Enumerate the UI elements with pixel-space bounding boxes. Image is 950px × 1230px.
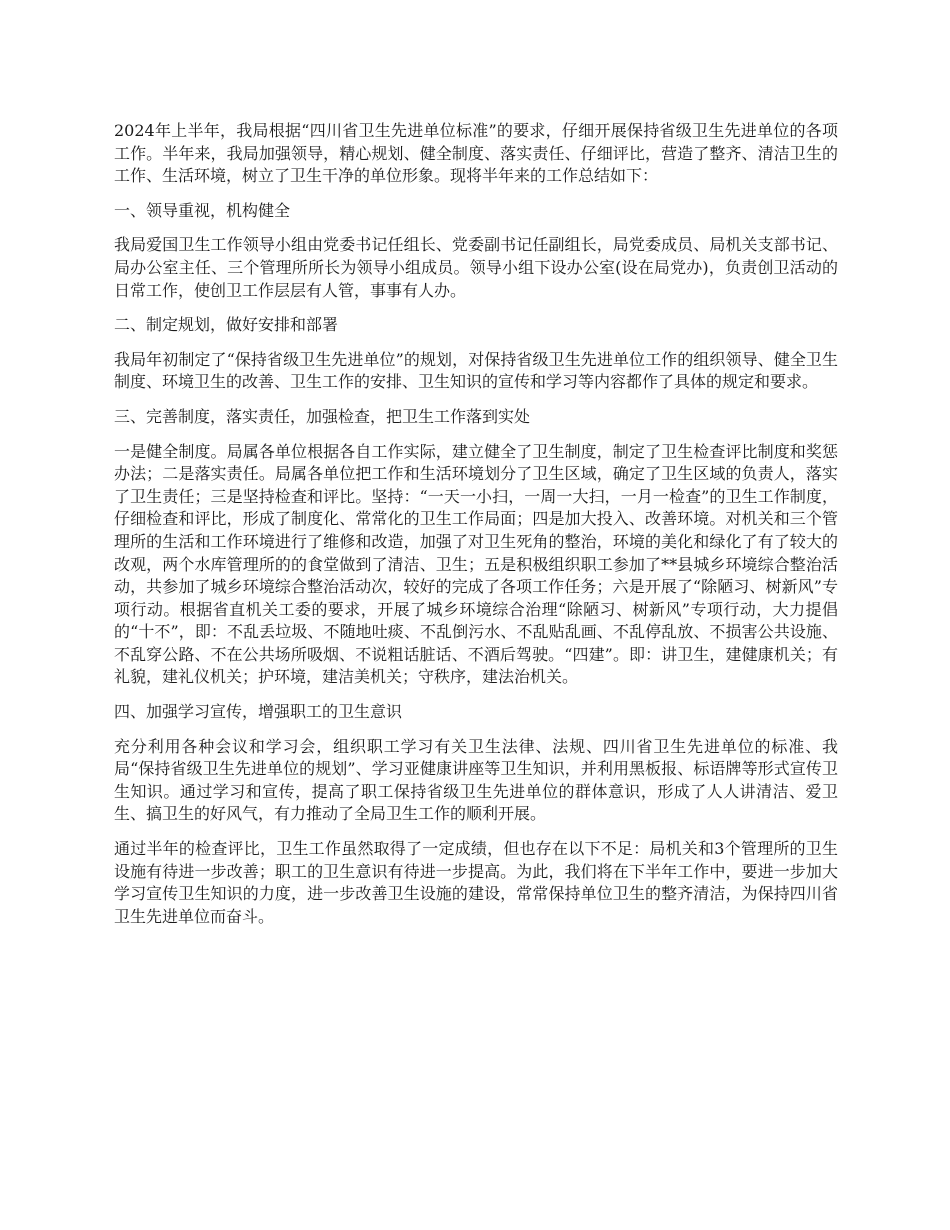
section-paragraph: 我局爱国卫生工作领导小组由党委书记任组长、党委副书记任副组长，局党委成员、局机关支部书记、局办公室主任、三个管理所所长为领导小组成员。领导小组下设办公室(设在局党办)，负责创卫活动的日常工作，使创卫工作层层有人管，事事有人办。 [114,235,838,300]
intro-paragraph: 2024年上半年，我局根据“四川省卫生先进单位标准”的要求，仔细开展保持省级卫生先进单位的各项工作。半年来，我局加强领导，精心规划、健全制度、落实责任、仔细评比，营造了整齐、清洁卫生的工作、生活环境，树立了卫生干净的单位形象。现将半年来的工作总结如下： [114,121,838,186]
section-paragraph: 一是健全制度。局属各单位根据各自工作实际，建立健全了卫生制度，制定了卫生检查评比制度和奖惩办法；二是落实责任。局属各单位把工作和生活环境划分了卫生区域，确定了卫生区域的负责人，落实了卫生责任；三是坚持检查和评比。坚持：“一天一小扫，一周一大扫，一月一检查”的卫生工作制度，仔细检查和评比，形成了制度化、常常化的卫生工作局面；四是加大投入、改善环境。对机关和三个管理所的生活和工作环境进行了维修和改造，加强了对卫生死角的整治，环境的美化和绿化了有了较大的改观，两个水库管理所的的食堂做到了清洁、卫生；五是积极组织职工参加了**县城乡环境综合整治活动，共参加了城乡环境综合整治活动次，较好的完成了各项工作任务；六是开展了“除陋习、树新风”专项行动。根据省直机关工委的要求，开展了城乡环境综合治理“除陋习、树新风”专项行动，大力提倡的“十不”，即：不乱丢垃圾、不随地吐痰、不乱倒污水、不乱贴乱画、不乱停乱放、不损害公共设施、不乱穿公路、不在公共场所吸烟、不说粗话脏话、不酒后驾驶。“四建”。即：讲卫生，建健康机关；有礼貌，建礼仪机关；护环境，建洁美机关；守秩序，建法治机关。 [114,441,838,687]
section-paragraph: 充分利用各种会议和学习会，组织职工学习有关卫生法律、法规、四川省卫生先进单位的标准、我局“保持省级卫生先进单位的规划”、学习亚健康讲座等卫生知识，并利用黑板报、标语牌等形式宣传卫生知识。通过学习和宣传，提高了职工保持省级卫生先进单位的群体意识，形成了人人讲清洁、爱卫生、搞卫生的好风气，有力推动了全局卫生工作的顺利开展。 [114,736,838,824]
section-heading: 四、加强学习宣传，增强职工的卫生意识 [114,702,403,722]
section-heading: 三、完善制度，落实责任，加强检查，把卫生工作落到实处 [114,406,531,426]
section-paragraph: 我局年初制定了“保持省级卫生先进单位”的规划，对保持省级卫生先进单位工作的组织领导、健全卫生制度、环境卫生的改善、卫生工作的安排、卫生知识的宣传和学习等内容都作了具体的规定和要求。 [114,349,838,392]
conclusion-paragraph: 通过半年的检查评比，卫生工作虽然取得了一定成绩，但也存在以下不足：局机关和3个管理所的卫生设施有待进一步改善；职工的卫生意识有待进一步提高。为此，我们将在下半年工作中，要进一步加大学习宣传卫生知识的力度，进一步改善卫生设施的建设，常常保持单位卫生的整齐清洁，为保持四川省卫生先进单位而奋斗。 [114,839,838,926]
document-body [114,120,838,940]
section-heading: 二、制定规划，做好安排和部署 [114,315,339,335]
section-heading: 一、领导重视，机构健全 [114,200,291,220]
